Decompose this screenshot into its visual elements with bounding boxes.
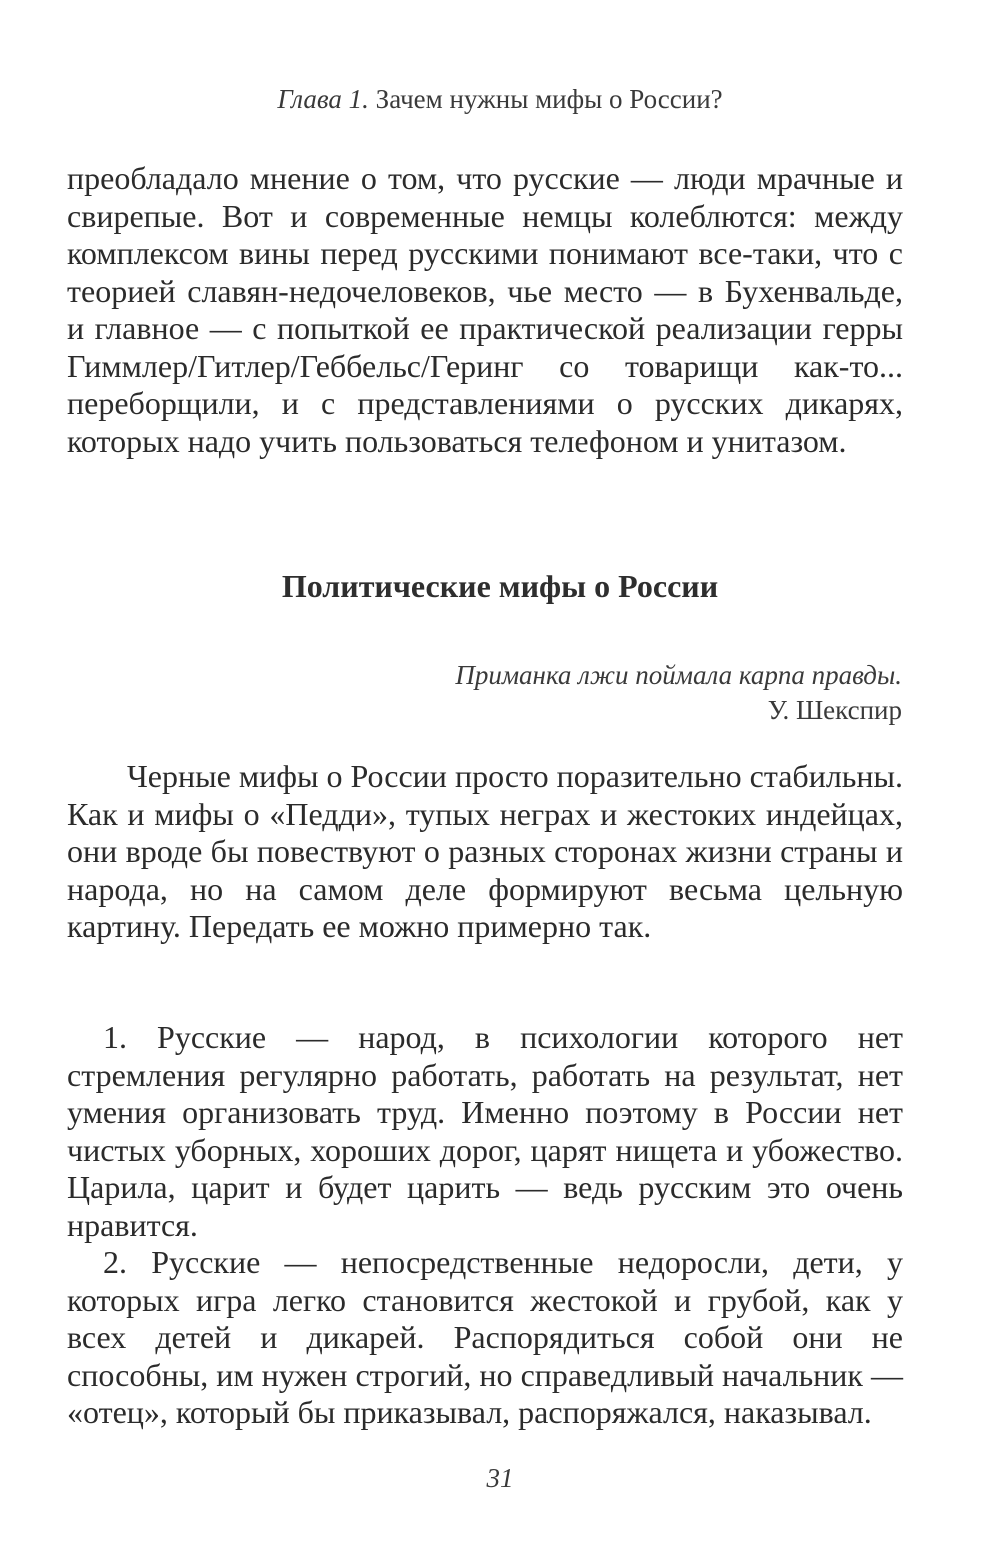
chapter-label: Глава 1.: [277, 84, 369, 114]
page-number: 31: [486, 1463, 514, 1493]
running-header: [0, 84, 1000, 115]
paragraph-main: Черные мифы о России просто поразительно стабильны. Как и мифы о «Педди», тупых неграх и жестоких индейцах, они вроде бы повествуют о разных сторонах жизни страны и народа, но на самом деле формируют весьма цельную картину. Передать ее можно примерно так.: [67, 758, 903, 944]
epigraph: [455, 658, 902, 728]
list-item-1: 1. Русские — народ, в психологии которого нет стремления регулярно работать, работать на результат, нет умения организовать труд. Именно поэтому в России нет чистых уборных, хороших дорог, царят нищета и убожество. Царила, царит и будет царить — ведь русским это очень нравится.: [67, 1019, 903, 1243]
paragraph-intro: преобладало мнение о том, что русские — люди мрачные и свирепые. Вот и современные немцы колеблются: между комплексом вины перед русскими понимают все-таки, что с теорией славян-недочеловеков, чье место — в Бухенвальде, и главное — с попыткой ее практической реализации герры Гиммлер/Гитлер/Геббельс/Геринг со товарищи как-то... переборщили, и с представлениями о русских дикарях, которых надо учить пользоваться телефоном и унитазом.: [67, 160, 903, 459]
section-heading: Политические мифы о России: [281, 568, 719, 604]
list-item-2: 2. Русские — непосредственные недоросли, дети, у которых игра легко становится жестокой и грубой, как у всех детей и дикарей. Распорядиться собой они не способны, им нужен строгий, но справедливый начальник — «отец», который бы приказывал, распоряжался, наказывал.: [67, 1244, 903, 1430]
epigraph-author: У. Шекспир: [767, 695, 902, 725]
chapter-title: Зачем нужны мифы о России?: [368, 84, 723, 114]
epigraph-quote: Приманка лжи поймала карпа правды.: [455, 660, 902, 690]
